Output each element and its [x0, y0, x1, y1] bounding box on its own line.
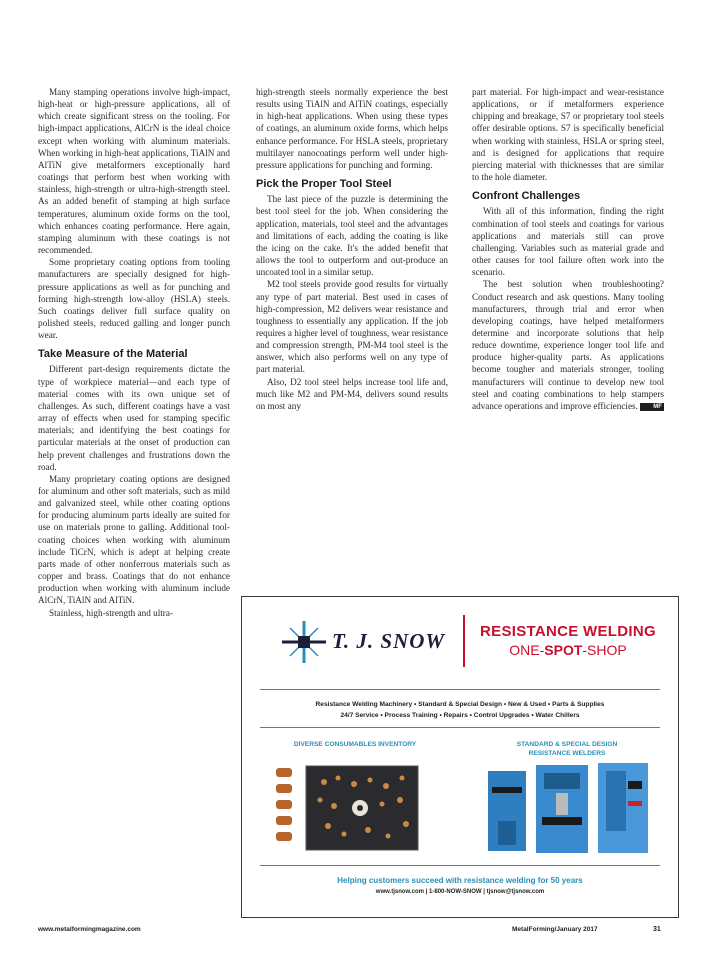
body-paragraph: M2 tool steels provide good results for virtually any type of part material. Best used in cases of high-compression, M2 delivers wear resistance and toughness to essentially any application. If the job requires a higher level of toughness, wear resistance and compression strength, PM-M4 tool steel is the answer, which also performs well on any type of part material.: [256, 279, 448, 375]
ad-contact-link[interactable]: www.tjsnow.com | 1-800-NOW-SNOW | tjsnow@tjsnow.com: [375, 889, 545, 895]
subhead-suffix: -SHOP: [582, 642, 627, 658]
article-column-2: [256, 86, 448, 412]
body-paragraph: With all of this information, finding the right combination of tool steels and coatings for various applications and materials still can prove challenging. Variables such as material grade and other causes for tool failure often work into the scenario.: [472, 206, 664, 278]
ad-headline: RESISTANCE WELDING: [480, 623, 656, 640]
company-name: T. J. SNOW: [332, 629, 446, 653]
welders-title-line: RESISTANCE WELDERS: [528, 750, 606, 757]
body-paragraph: Many stamping operations involve high-impact, high-heat or high-pressure applications, all of which create significant stress on the tooling. For high-impact applications, AlCrN is the ideal choice except when working with aluminum materials. When working in high-heat applications, TiAlN and AlTiN give metalformers exceptionally hard coatings that perform best when working with stainless, high-strength or ultra-high-strength steel. As an added benefit of stamping at high surface temperatures, aluminum oxide forms on the tool, which enhances coating performance. Here again, stamping aluminum with these coatings is not recommended.: [38, 87, 230, 256]
ad-rule-middle: [260, 727, 660, 728]
ad-rule-top: [260, 689, 660, 690]
footer-url[interactable]: www.metalformingmagazine.com: [38, 926, 141, 933]
subhead-prefix: ONE-: [509, 642, 545, 658]
body-paragraph: Stainless, high-strength and ultra-: [49, 607, 174, 618]
welders-title-line: STANDARD & SPECIAL DESIGN: [516, 741, 618, 748]
ad-tagline: Helping customers succeed with resistance welding for 50 years: [337, 876, 583, 885]
body-paragraph: Some proprietary coating options from tooling manufacturers are specially designed for high-pressure applications as well as for punching and forming high-strength low-alloy (HSLA) steels. Such coatings deliver full surface quality on polished steels, reduced galling and longer punch wear.: [38, 257, 230, 341]
consumables-photo: [272, 764, 442, 854]
ad-subhead: [468, 642, 668, 658]
ad-rule-bottom: [260, 865, 660, 866]
body-paragraph: high-strength steels normally experience the best results using TiAlN and AlTiN coatings, especially in high-heat applications. When using these types of coatings, an aluminum oxide forms, which helps enhance performance. For HSLA steels, proprietary multilayer nanocoatings perform well under high-pressure applications for punching and forming.: [256, 87, 448, 170]
body-paragraph: Many proprietary coating options are designed for aluminum and other soft materials, such as mild and galvanized steel, while other coating options for producing aluminum parts ideally are suited for use on materials prone to galling. Additional tool-coating choices when working with aluminum include TiCrN, which is adept at helping create parts made of other nonferrous materials such as copper and brass. Coatings that do not enhance production when working with aluminum include AlCrN, TiAlN and AlTiN.: [38, 473, 230, 606]
ad-services: [258, 699, 662, 721]
footer-issue: MetalForming/January 2017: [512, 926, 598, 933]
logo-divider: [463, 615, 465, 667]
end-of-article-mark: MF: [640, 403, 664, 411]
body-text: The best solution when troubleshooting? Conduct research and ask questions. Many tooling manufacturers, through trial and error when developing coatings, have helped metalformers determine and incorporate solutions that help reduce downtime, experience longer tool life and produce higher-quality parts. As applications become tougher and materials stronger, tooling manufacturers will continue to develop new tool steel and coating combinations to help stampers advance operations and improve efficiencies.: [472, 279, 664, 411]
electrode-tip-icon: [276, 768, 292, 841]
article-column-1: [38, 86, 230, 619]
services-line: 24/7 Service • Process Training • Repairs • Control Upgrades • Water Chillers: [340, 712, 580, 719]
section-heading: Confront Challenges: [472, 190, 581, 203]
article-column-3: [472, 86, 664, 412]
advertisement[interactable]: [241, 596, 679, 918]
welders-photo: [482, 761, 652, 857]
company-logo: [278, 617, 483, 667]
subhead-emphasis: SPOT: [544, 642, 583, 658]
section-heading: Pick the Proper Tool Steel: [256, 178, 392, 191]
section-heading: Take Measure of the Material: [38, 348, 188, 361]
welders-title: [472, 740, 662, 758]
snow-crystal-icon: [278, 617, 330, 667]
page-number: 31: [653, 926, 661, 933]
services-line: Resistance Welding Machinery • Standard & Special Design • New & Used • Parts & Supplies: [315, 701, 605, 708]
consumables-title: DIVERSE CONSUMABLES INVENTORY: [293, 741, 417, 748]
body-paragraph: Also, D2 tool steel helps increase tool life and, much like M2 and PM-M4, delivers sound results on most any: [256, 376, 448, 411]
body-paragraph: The last piece of the puzzle is determining the best tool steel for the job. When considering the application, materials, tool steel and the advantages and limitations of each, adding the coating is like the icing on the cake. It's the added benefit that allows the tool to outperform and out-produce an uncoated tool in a similar setup.: [256, 194, 448, 278]
body-paragraph: Different part-design requirements dictate the type of workpiece material—and each type of material comes with its own unique set of challenges. As such, different coatings have a vast array of effects when used for stamping specific materials; and identifying the best coatings for particular materials at the onset of production can help prevent challenges and frustrations down the road.: [38, 364, 230, 472]
body-paragraph: [472, 278, 664, 412]
body-paragraph: part material. For high-impact and wear-resistance applications, or if metalformers experience chipping and breakage, S7 or proprietary tool steels offer desirable options. S7 is specifically beneficial when working with stainless, HSLA or spring steel, and is designed for applications that require piercing material with thicknesses that are similar to the hole diameter.: [472, 87, 664, 183]
